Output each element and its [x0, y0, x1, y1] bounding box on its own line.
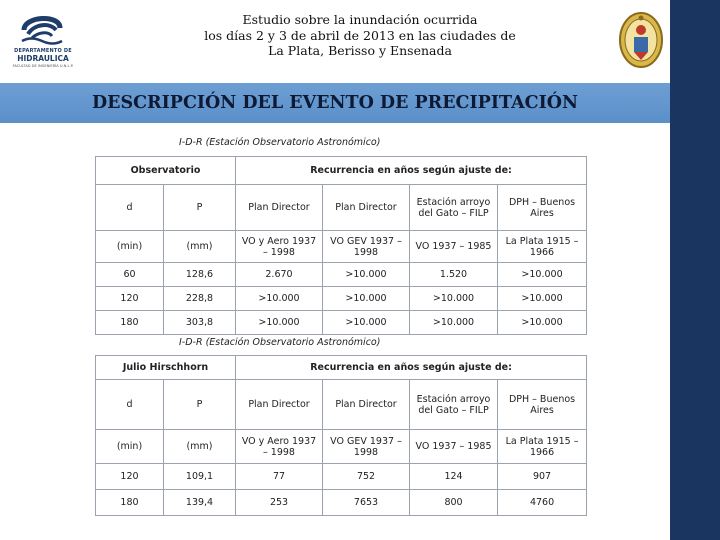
unit-header: VO 1937 – 1985 [410, 430, 498, 464]
table-cell: 4760 [498, 490, 587, 516]
unit-header: La Plata 1915 – 1966 [498, 231, 587, 263]
table-row [96, 311, 587, 335]
column-header: Plan Director [236, 185, 323, 231]
column-header: Estación arroyo del Gato – FILP [410, 185, 498, 231]
table-cell: 128,6 [164, 263, 236, 287]
table-cell: 139,4 [164, 490, 236, 516]
table-cell: >10.000 [236, 311, 323, 335]
column-header: P [164, 380, 236, 430]
table-cell: >10.000 [410, 287, 498, 311]
table-row [96, 263, 587, 287]
table-cell: >10.000 [498, 287, 587, 311]
table-cell: 60 [96, 263, 164, 287]
table-row [96, 490, 587, 516]
university-seal-icon [618, 10, 664, 70]
column-header: Plan Director [236, 380, 323, 430]
unit-header: VO GEV 1937 – 1998 [323, 231, 410, 263]
table-cell: 228,8 [164, 287, 236, 311]
unit-header: VO GEV 1937 – 1998 [323, 430, 410, 464]
unit-header: (min) [96, 231, 164, 263]
table-title-cell: Julio Hirschhorn [96, 356, 236, 380]
table-title-cell: Observatorio [96, 157, 236, 185]
unit-header: (min) [96, 430, 164, 464]
table-cell: 907 [498, 464, 587, 490]
column-header: Plan Director [323, 185, 410, 231]
unit-header: La Plata 1915 – 1966 [498, 430, 587, 464]
table-cell: >10.000 [236, 287, 323, 311]
column-header: DPH – Buenos Aires [498, 185, 587, 231]
table-cell: 7653 [323, 490, 410, 516]
column-header: P [164, 185, 236, 231]
table-cell: 800 [410, 490, 498, 516]
table-cell: >10.000 [323, 311, 410, 335]
unit-header-row [96, 231, 587, 263]
table-cell: 752 [323, 464, 410, 490]
table-cell: 77 [236, 464, 323, 490]
column-header: Plan Director [323, 380, 410, 430]
recurrence-header-cell: Recurrencia en años según ajuste de: [236, 356, 587, 380]
table-header-row [96, 157, 587, 185]
table-cell: >10.000 [410, 311, 498, 335]
column-header-row [96, 185, 587, 231]
logo-line-department: DEPARTAMENTO DE [14, 48, 72, 54]
table1-caption: I-D-R (Estación Observatorio Astronómico) [179, 137, 381, 148]
table-cell: >10.000 [323, 287, 410, 311]
unit-header: (mm) [164, 231, 236, 263]
column-header: Estación arroyo del Gato – FILP [410, 380, 498, 430]
table-cell: 124 [410, 464, 498, 490]
page-title: DESCRIPCIÓN DEL EVENTO DE PRECIPITACIÓN [91, 93, 579, 113]
table-cell: >10.000 [323, 263, 410, 287]
table-header-row [96, 356, 587, 380]
observatorio-table [95, 156, 587, 335]
logo-line-hidraulica: HIDRAULICA [17, 54, 69, 63]
document-header [160, 12, 560, 59]
table-cell: >10.000 [498, 263, 587, 287]
table-cell: 120 [96, 287, 164, 311]
unit-header: (mm) [164, 430, 236, 464]
table2-caption: I-D-R (Estación Observatorio Astronómico) [179, 337, 381, 348]
hidraulica-logo [12, 10, 74, 68]
table-cell: 2.670 [236, 263, 323, 287]
header-line-3: La Plata, Berisso y Ensenada [268, 43, 452, 58]
table-cell: 303,8 [164, 311, 236, 335]
table-cell: 253 [236, 490, 323, 516]
logo-line-faculty: FACULTAD DE INGENIERÍA U.N.L.P. [12, 64, 74, 68]
column-header: d [96, 380, 164, 430]
recurrence-header-cell: Recurrencia en años según ajuste de: [236, 157, 587, 185]
table-cell: 120 [96, 464, 164, 490]
column-header: DPH – Buenos Aires [498, 380, 587, 430]
header-line-1: Estudio sobre la inundación ocurrida [242, 12, 478, 27]
table-cell: 109,1 [164, 464, 236, 490]
table-cell: 180 [96, 311, 164, 335]
unit-header: VO y Aero 1937 – 1998 [236, 231, 323, 263]
unit-header: VO 1937 – 1985 [410, 231, 498, 263]
hidraulica-logo-icon [20, 10, 64, 46]
column-header-row [96, 380, 587, 430]
table-row [96, 464, 587, 490]
table-cell: 1.520 [410, 263, 498, 287]
column-header: d [96, 185, 164, 231]
table-cell: >10.000 [498, 311, 587, 335]
right-accent-bar [670, 0, 720, 540]
header-line-2: los días 2 y 3 de abril de 2013 en las ciudades de [204, 27, 516, 43]
table-cell: 180 [96, 490, 164, 516]
table-row [96, 287, 587, 311]
unit-header-row [96, 430, 587, 464]
unit-header: VO y Aero 1937 – 1998 [236, 430, 323, 464]
hirschhorn-table [95, 355, 587, 516]
